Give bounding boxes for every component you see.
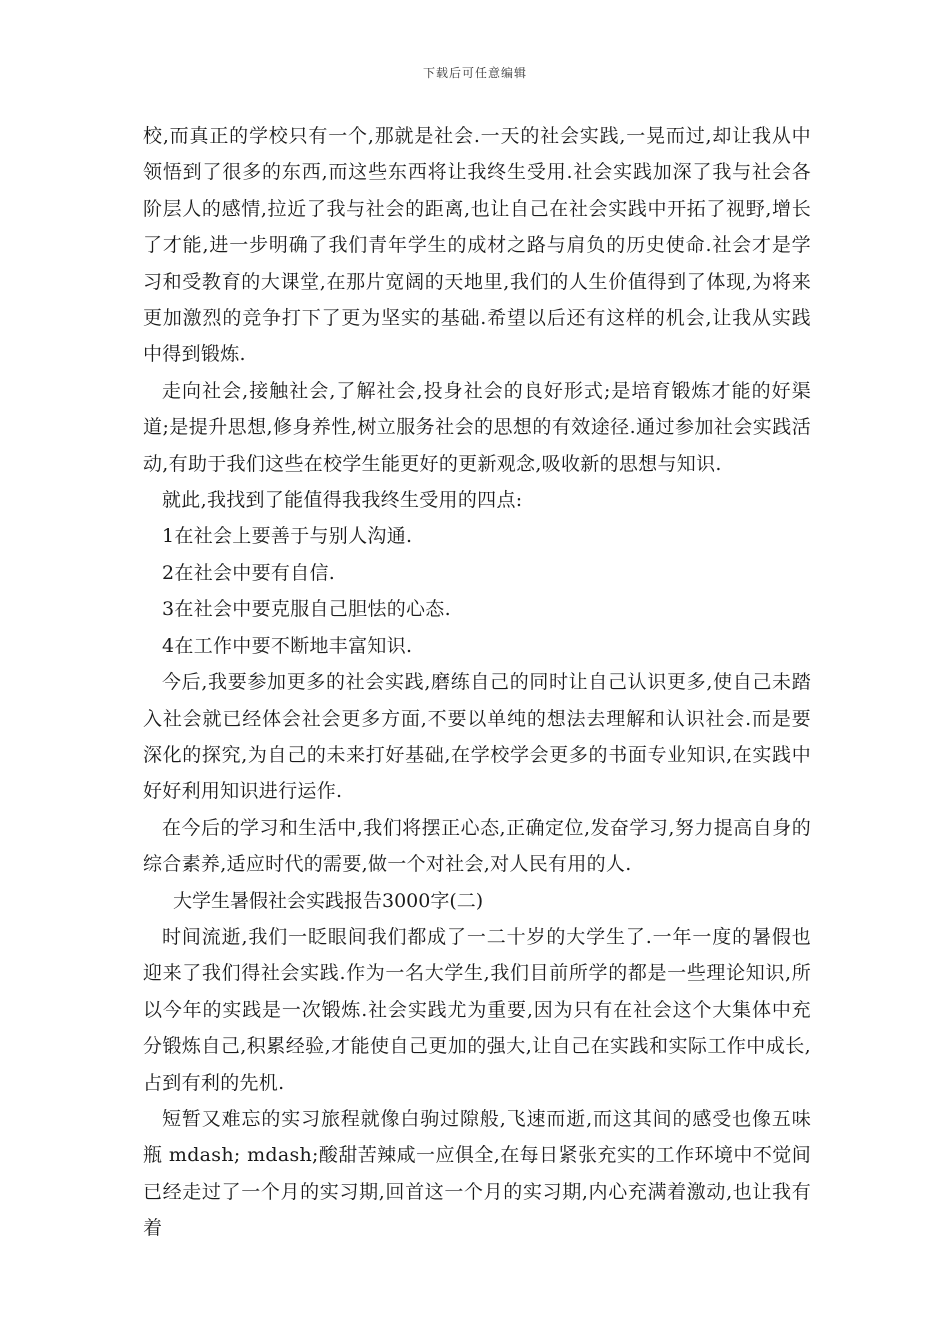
- list-item-1: 1在社会上要善于与别人沟通.: [162, 525, 413, 548]
- paragraph-1: 校,而真正的学校只有一个,那就是社会.一天的社会实践,一晃而过,却让我从中领悟到了很多的东西,而这些东西将让我终生受用.社会实践加深了我与社会各阶层人的感情,拉近了我与社会的距离,也让自己在社会实践中开拓了视野,增长了才能,进一步明确了我们青年学生的成材之路与肩负的历史使命.社会才是学习和受教育的大课堂,在那片宽阔的天地里,我们的人生价值得到了体现,为将来更加激烈的竞争打下了更为坚实的基础.希望以后还有这样的机会,让我从实践中得到锻炼.: [143, 125, 811, 366]
- paragraph-5: 在今后的学习和生活中,我们将摆正心态,正确定位,发奋学习,努力提高自身的综合素养,适应时代的需要,做一个对社会,对人民有用的人.: [143, 816, 811, 876]
- section-title: 大学生暑假社会实践报告3000字(二): [173, 889, 484, 912]
- list-item-4: 4在工作中要不断地丰富知识.: [162, 634, 413, 657]
- paragraph-4: 今后,我要参加更多的社会实践,磨练自己的同时让自己认识更多,使自己未踏入社会就已经体会社会更多方面,不要以单纯的想法去理解和认识社会.而是要深化的探究,为自己的未来打好基础,在学校学会更多的书面专业知识,在实践中好好利用知识进行运作.: [143, 671, 811, 803]
- paragraph-3: 就此,我找到了能值得我我终生受用的四点:: [162, 489, 523, 512]
- list-item-2: 2在社会中要有自信.: [162, 561, 336, 584]
- page-header: 下载后可任意编辑: [422, 66, 527, 80]
- paragraph-2: 走向社会,接触社会,了解社会,投身社会的良好形式;是培育锻炼才能的好渠道;是提升思想,修身养性,树立服务社会的思想的有效途径.通过参加社会实践活动,有助于我们这些在校学生能更好的更新观念,吸收新的思想与知识.: [143, 379, 811, 475]
- paragraph-7: 短暂又难忘的实习旅程就像白驹过隙般,飞速而逝,而这其间的感受也像五味瓶 mdash; mdash;酸甜苦辣咸一应俱全,在每日紧张充实的工作环境中不觉间已经走过了一个月的实习期,回首这一个月的实习期,内心充满着激动,也让我有着: [143, 1107, 811, 1240]
- paragraph-6: 时间流逝,我们一眨眼间我们都成了一二十岁的大学生了.一年一度的暑假也迎来了我们得社会实践.作为一名大学生,我们目前所学的都是一些理论知识,所以今年的实践是一次锻炼.社会实践尤为重要,因为只有在社会这个大集体中充分锻炼自己,积累经验,才能使自己更加的强大,让自己在实践和实际工作中成长,占到有利的先机.: [143, 925, 811, 1094]
- list-item-3: 3在社会中要克服自己胆怯的心态.: [162, 598, 451, 621]
- document-body: [143, 118, 811, 1247]
